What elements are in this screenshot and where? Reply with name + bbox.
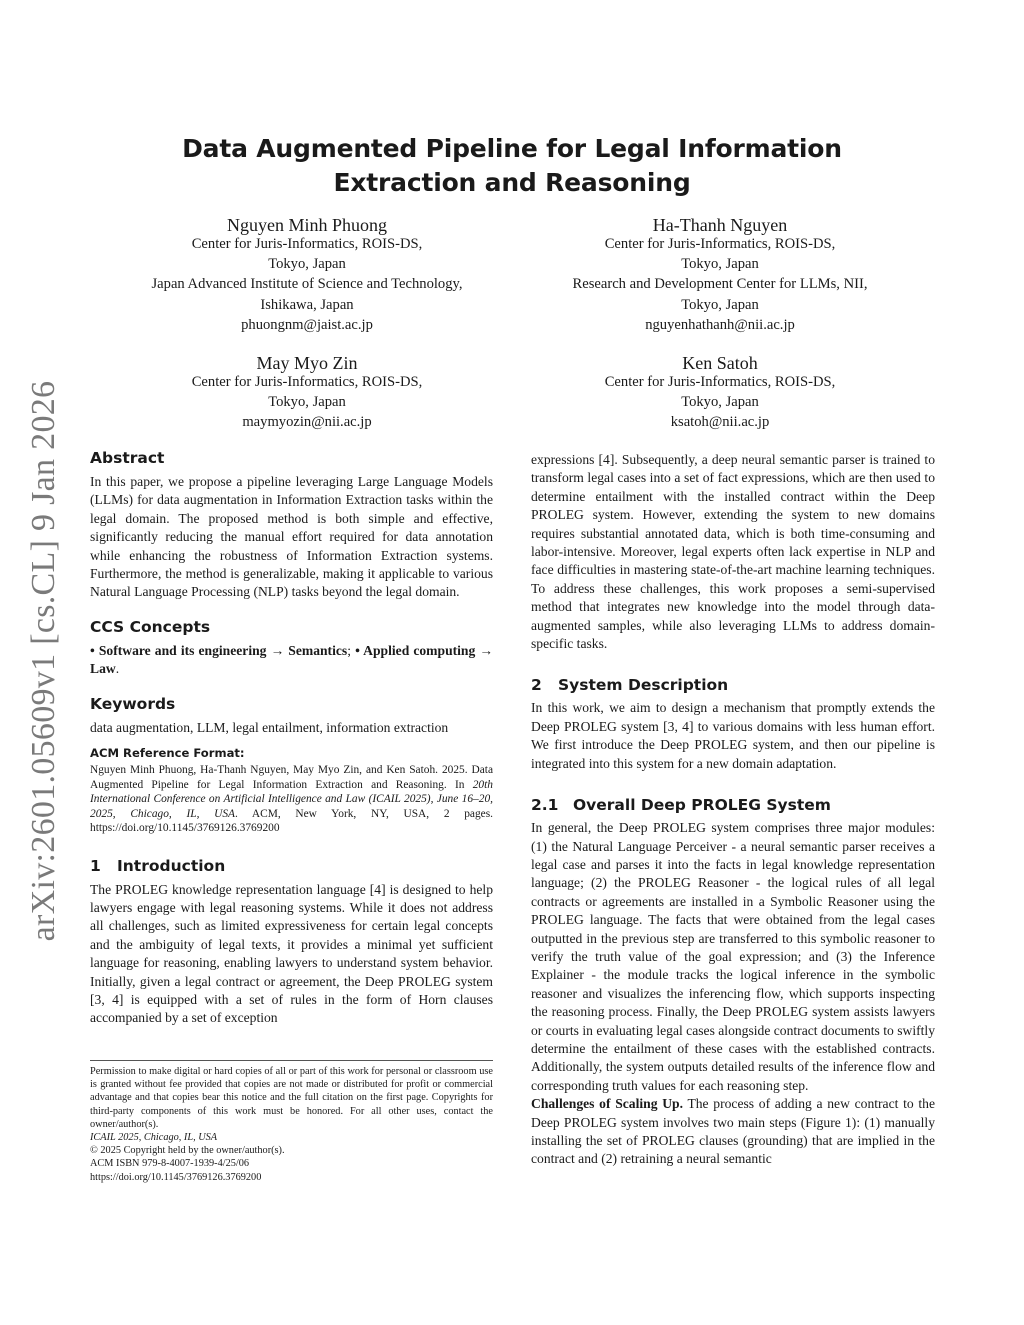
author-email: phuongnm@jaist.ac.jp xyxy=(241,316,373,333)
subsection-title: Overall Deep PROLEG System xyxy=(573,796,831,815)
ccs-concept-1: Software and its engineering xyxy=(98,642,267,658)
author-email: maymyozin@nii.ac.jp xyxy=(242,414,372,431)
ccs-concept-1-sub: Semantics xyxy=(288,642,348,658)
footnote-isbn: ACM ISBN 979-8-4007-1939-4/25/06 xyxy=(90,1158,250,1170)
ccs-concept-2: Applied computing xyxy=(363,642,476,658)
section-title: System Description xyxy=(558,676,729,695)
footnote-doi: https://doi.org/10.1145/3769126.3769200 xyxy=(90,1171,262,1183)
ccs-heading: CCS Concepts xyxy=(90,617,211,636)
author-affiliation: Center for Juris-Informatics, ROIS-DS, xyxy=(191,374,423,390)
section-title: Introduction xyxy=(117,856,226,875)
right-column xyxy=(531,451,935,1169)
challenges-text: The process of adding a new contract to the Deep PROLEG system involves two main steps (Figure 1): (1) manually installing the set of PROLEG clauses (grounding) that are implied in the contract and (2) retraining a neural semantic xyxy=(531,1096,935,1167)
permission-text: Permission to make digital or hard copies of all or part of this work for personal or classroom use is granted without fee provided that copies are not made or distributed for profit or commercial advantage and that copies bear this notice and the full citation on the first page. Copyrights for third-party components of this work must be honored. For all other uses, contact the owner/author(s). xyxy=(90,1066,493,1130)
abstract-text: In this paper, we propose a pipeline leveraging Large Language Models (LLMs) for data augmentation in Information Extraction tasks within the legal domain. The proposed method is both simple and effective, significantly reducing the manual effort required for data annotation while enhancing the robustness of Information Extraction systems. Furthermore, the method is generalizable, making it applicable to various Natural Language Processing (NLP) tasks beyond the legal domain. xyxy=(90,474,493,600)
intro-text: The PROLEG knowledge representation language [4] is designed to help lawyers engage with legal reasoning systems. While it does not address all challenges, such as limited expressiveness for certain legal concepts and the ambiguity of legal texts, it provides a minimal yet sufficient language for reasoning, enabling lawyers to understand system behavior. Initially, given a legal contract or agreement, the Deep PROLEG system [3, 4] is equipped with a set of rules in the form of Horn clauses accompanied by a set of exception xyxy=(90,881,493,1026)
acm-ref-authors: Nguyen Minh Phuong, Ha-Thanh Nguyen, May Myo Zin, and Ken Satoh. 2025. Data Augmented Pipeline for Legal Information Extraction and Reasoning. In xyxy=(90,764,493,791)
author-affiliation: Center for Juris-Informatics, ROIS-DS, xyxy=(604,374,836,390)
ccs-concepts: • Software and its engineering → Semantics; • Applied computing → Law. xyxy=(90,642,493,677)
author-affiliation: Tokyo, Japan xyxy=(268,394,346,411)
arxiv-stamp-text: arXiv:2601.05609v1 [cs.CL] 9 Jan 2026 xyxy=(25,380,62,942)
author-name: Ken Satoh xyxy=(682,353,758,373)
author-email: ksatoh@nii.ac.jp xyxy=(670,414,770,431)
author-affiliation: Tokyo, Japan xyxy=(681,296,759,313)
author-block-4 xyxy=(520,350,920,433)
overall-heading xyxy=(531,795,935,815)
author-affiliation: Tokyo, Japan xyxy=(681,394,759,411)
footnote-venue: ICAIL 2025, Chicago, IL, USA xyxy=(90,1132,218,1144)
intro-continued-text: expressions [4]. Subsequently, a deep neural semantic parser is trained to transform legal cases into a set of fact expressions, which are then used to determine entailment with the installed contract within the Deep PROLEG system. However, extending the system to new domains requires substantial annotated data, which is both time-consuming and labor-intensive. Moreover, legal experts often lack expertise in NLP and face difficulties in mastering state-of-the-art machine learning techniques. To address these challenges, this work proposes a semi-supervised method that integrates new knowledge into the model through data-augmented samples, while also leveraging LLMs to address domain-specific tasks. xyxy=(531,452,935,652)
overall-text: In general, the Deep PROLEG system comprises three major modules: (1) the Natural Language Perceiver - a neural semantic parser receives a legal case and parses it into the facts in legal knowledge representation language; (2) the PROLEG Reasoner - the logical rules of all legal contracts or agreements are installed in a Symbolic Reasoner using the PROLEG language. The facts that were obtained from the legal cases outputted in the previous step are transferred to this symbolic reasoner to verify the truth value of the goal expression; and (3) the Inference Explainer - the module tracks the logical inference in the symbolic reasoner and visualizes the inferencing flow, which supports inspecting the reasoning process. Finally, the Deep PROLEG system assists lawyers or courts in evaluating legal cases alongside contract documents to swiftly determine the entailment of these cases with the established contracts. Additionally, the system outputs detailed results of the inference flow and corresponding truth values for each reasoning step. xyxy=(531,820,935,1093)
section-number: 2 xyxy=(531,676,542,695)
system-heading xyxy=(531,675,935,695)
author-block-1 xyxy=(110,212,504,335)
arxiv-stamp xyxy=(18,378,70,944)
paper-title-line-2: Extraction and Reasoning xyxy=(333,168,691,197)
system-text: In this work, we aim to design a mechanism that promptly extends the Deep PROLEG system [3, 4] to various domains with less human effort. We first introduce the Deep PROLEG system, and then our pipeline is integrated into this system for a new domain adaptation. xyxy=(531,700,935,771)
author-affiliation: Center for Juris-Informatics, ROIS-DS, xyxy=(191,236,423,252)
keywords-text: data augmentation, LLM, legal entailment, information extraction xyxy=(90,719,449,735)
subsection-number: 2.1 xyxy=(531,796,559,815)
acm-ref-venue: 20th International Conference on Artificial Intelligence and Law (ICAIL 2025), June 16–20, 2025, Chicago, IL, USA xyxy=(90,778,493,820)
challenges-paragraph xyxy=(531,1095,935,1169)
abstract-heading: Abstract xyxy=(90,449,165,467)
acm-ref-text xyxy=(90,763,493,835)
author-affiliation: Tokyo, Japan xyxy=(681,256,759,273)
permission-footnote xyxy=(90,1060,493,1184)
acm-ref-tail: . ACM, New York, NY, USA, 2 pages. https://doi.org/10.1145/3769126.3769200 xyxy=(90,807,493,835)
author-name: Ha-Thanh Nguyen xyxy=(652,215,788,235)
author-name: May Myo Zin xyxy=(256,353,358,373)
left-column xyxy=(90,448,493,1028)
ccs-concept-2-sub: Law xyxy=(90,661,116,677)
author-affiliation: Center for Juris-Informatics, ROIS-DS, xyxy=(604,236,836,252)
footnote-copyright: © 2025 Copyright held by the owner/author(s). xyxy=(90,1145,285,1157)
section-number: 1 xyxy=(90,856,101,875)
author-block-3 xyxy=(110,350,504,433)
intro-heading xyxy=(90,856,493,876)
author-block-2 xyxy=(520,212,920,335)
paper-title-line-1: Data Augmented Pipeline for Legal Information xyxy=(182,134,842,163)
author-name: Nguyen Minh Phuong xyxy=(226,215,387,235)
keywords-heading: Keywords xyxy=(90,694,176,713)
paper-title xyxy=(120,132,904,200)
author-affiliation: Tokyo, Japan xyxy=(268,256,346,273)
author-affiliation: Japan Advanced Institute of Science and Technology, xyxy=(151,276,463,293)
author-affiliation: Ishikawa, Japan xyxy=(260,296,354,313)
author-affiliation: Research and Development Center for LLMs, NII, xyxy=(572,276,868,293)
author-email: nguyenhathanh@nii.ac.jp xyxy=(645,316,795,333)
challenges-label: Challenges of Scaling Up. xyxy=(531,1096,683,1112)
acm-ref-heading: ACM Reference Format: xyxy=(90,746,245,761)
